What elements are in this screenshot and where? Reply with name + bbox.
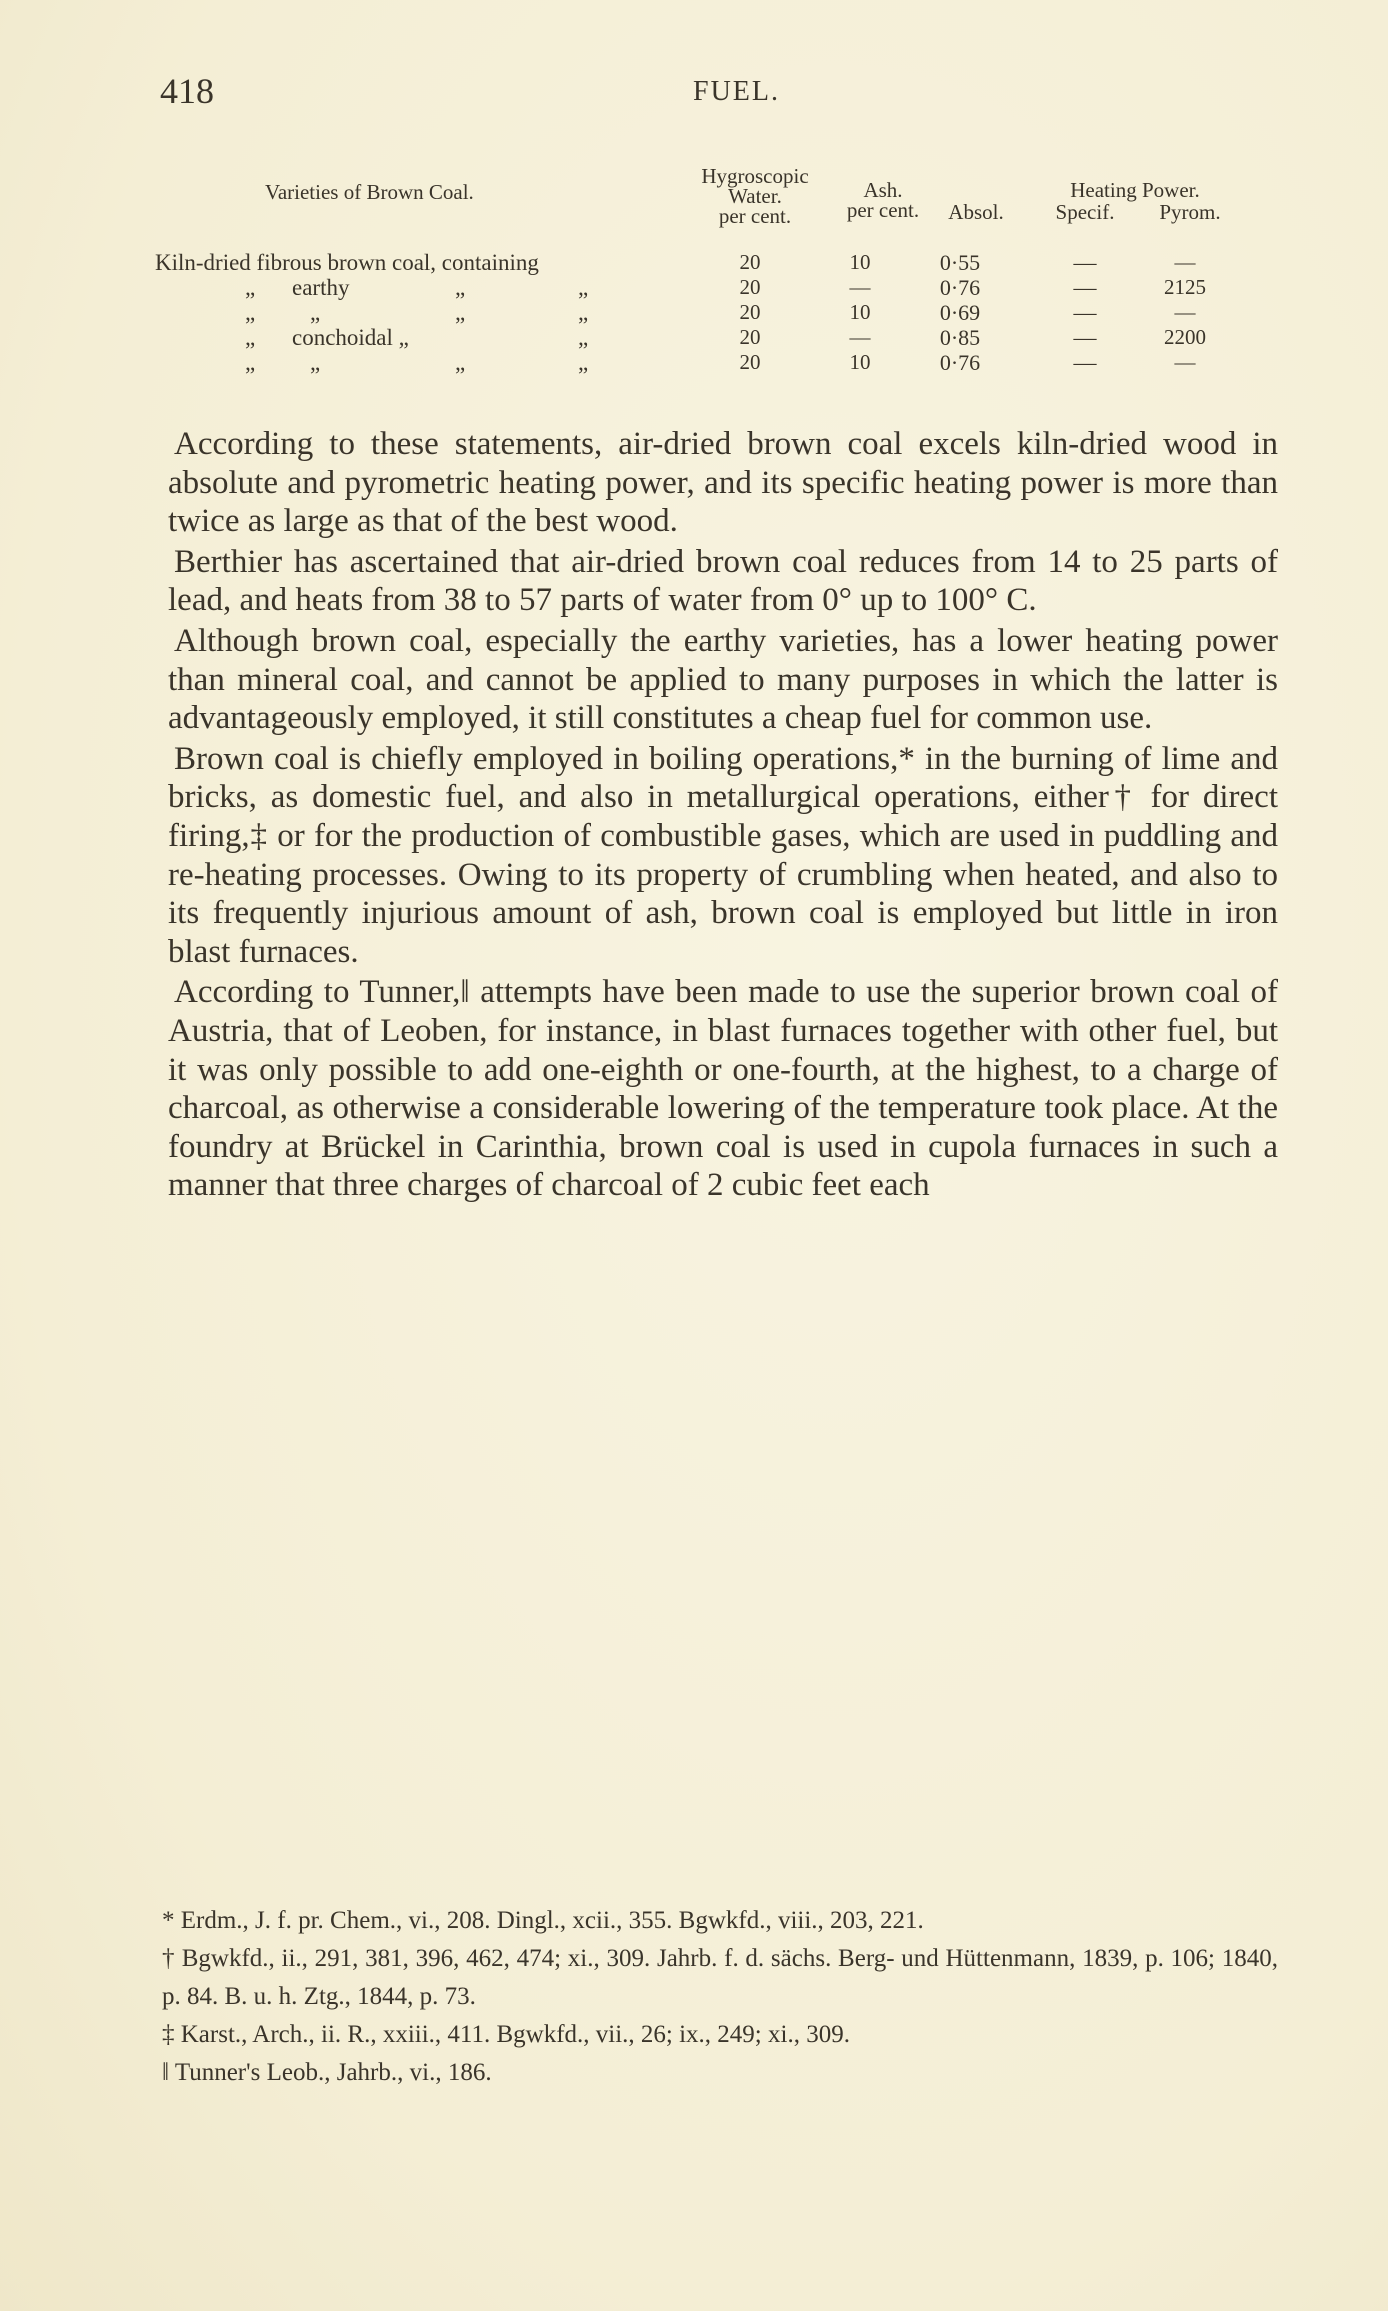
cell-ash: 10 (849, 250, 871, 274)
footnote-asterisk: * Erdm., J. f. pr. Chem., vi., 208. Dingl., xcii., 355. Bgwkfd., viii., 203, 221. (162, 1907, 924, 1934)
cell-ash: — (849, 275, 871, 299)
header-ash (823, 180, 943, 220)
header-line: Water. (728, 184, 782, 208)
ditto-mark: „ (245, 350, 256, 375)
cell-absol: 0·85 (939, 325, 981, 350)
cell-ash: — (849, 325, 871, 349)
header-pyrom: Pyrom. (1159, 200, 1221, 224)
footnote-dagger: † Bgwkfd., ii., 291, 381, 396, 462, 474; xi., 309. Jahrb. f. d. sächs. Berg- und Hüttenmann, 1839, p. 106; 1840, p. 84. B. u. h. Ztg., 1844, p. 73. (162, 1945, 1278, 2010)
cell-absol: 0·76 (939, 350, 981, 375)
header-line: Ash. (863, 178, 903, 202)
table-body (155, 250, 1280, 375)
page-number: 418 (160, 71, 214, 111)
ditto-mark: „ (578, 300, 589, 325)
cell-specif: — (1073, 325, 1097, 350)
ditto-mark: „ (245, 275, 256, 300)
header-heating-power: Heating Power. (1070, 178, 1200, 202)
cell-ash: 10 (849, 350, 871, 374)
header-line: per cent. (846, 198, 920, 222)
paragraph: Although brown coal, especially the earthy varieties, has a lower heating power than mineral coal, and cannot be applied to many purposes in which the latter is advantageously employed, it still constitutes a cheap fuel for common use. (168, 622, 1278, 737)
footnote-parallel: ‖ Tunner's Leob., Jahrb., vi., 186. (162, 2059, 492, 2086)
cell-pyrom: — (1174, 300, 1196, 324)
header-line: per cent. (718, 204, 792, 228)
ditto-mark: „ (578, 350, 589, 375)
table-row (160, 350, 1280, 375)
footnote-double-dagger: ‡ Karst., Arch., ii. R., xxiii., 411. Bgwkfd., vii., 26; ix., 249; xi., 309. (162, 2021, 850, 2048)
cell-specif: — (1073, 350, 1097, 375)
ditto-mark: „ (578, 275, 589, 300)
cell-absol: 0·69 (939, 300, 981, 325)
footnotes (162, 1902, 1278, 2092)
row-variety: „ (310, 350, 321, 375)
cell-pyrom: 2125 (1164, 275, 1206, 299)
paragraph: According to Tunner,‖ attempts have been made to use the superior brown coal of Austria, that of Leoben, for instance, in blast furnaces together with other fuel, but it was only possible to add one-eighth or one-fourth, at the highest, to a charge of charcoal, as otherwise a considerable lowering of the temperature took place. At the foundry at Brückel in Carinthia, brown coal is used in cupola furnaces in such a manner that three charges of charcoal of 2 cubic feet each (168, 974, 1278, 1204)
ditto-mark: „ (245, 300, 256, 325)
paragraph: Berthier has ascertained that air-dried brown coal reduces from 14 to 25 parts of lead, and heats from 38 to 57 parts of water from 0° up to 100° C. (168, 543, 1278, 619)
header-hygroscopic-water (680, 166, 830, 226)
cell-absol: 0·55 (939, 250, 981, 275)
cell-water: 20 (739, 325, 761, 349)
cell-specif: — (1073, 275, 1097, 300)
ditto-mark: „ (455, 300, 466, 325)
ditto-mark: „ (455, 350, 466, 375)
cell-pyrom: — (1174, 250, 1196, 274)
table-row (155, 250, 1280, 275)
cell-absol: 0·76 (939, 275, 981, 300)
running-title: FUEL. (693, 76, 780, 107)
row-label: Kiln-dried fibrous brown coal, containing (155, 250, 539, 275)
row-variety: „ (310, 300, 321, 325)
cell-ash: 10 (849, 300, 871, 324)
header-line: Hygroscopic (701, 164, 809, 188)
ditto-mark: „ (455, 275, 466, 300)
header-absol: Absol. (948, 200, 1004, 224)
cell-water: 20 (739, 250, 761, 274)
ditto-mark: „ (245, 325, 256, 350)
row-variety: earthy (292, 275, 350, 300)
cell-water: 20 (739, 300, 761, 324)
table-row (160, 325, 1280, 350)
table-row (160, 275, 1280, 300)
header-varieties: Varieties of Brown Coal. (265, 180, 474, 204)
paragraph: Brown coal is chiefly employed in boiling operations,* in the burning of lime and bricks, as domestic fuel, and also in metallurgical operations, either† for direct firing,‡ or for the production of combustible gases, which are used in puddling and re-heating processes. Owing to its property of crumbling when heated, and also to its frequently injurious amount of ash, brown coal is employed but little in iron blast furnaces. (168, 740, 1278, 970)
table-row (160, 300, 1280, 325)
cell-specif: — (1073, 250, 1097, 275)
cell-pyrom: — (1174, 350, 1196, 374)
header-specif: Specif. (1055, 200, 1115, 224)
cell-specif: — (1073, 300, 1097, 325)
cell-water: 20 (739, 275, 761, 299)
body-text (168, 425, 1278, 1205)
page-header (160, 70, 1280, 120)
row-variety: conchoidal „ (292, 325, 409, 350)
cell-water: 20 (739, 350, 761, 374)
ditto-mark: „ (578, 325, 589, 350)
paragraph: According to these statements, air-dried brown coal excels kiln-dried wood in absolute and pyrometric heating power, and its specific heating power is more than twice as large as that of the best wood. (168, 426, 1278, 540)
cell-pyrom: 2200 (1164, 325, 1206, 349)
